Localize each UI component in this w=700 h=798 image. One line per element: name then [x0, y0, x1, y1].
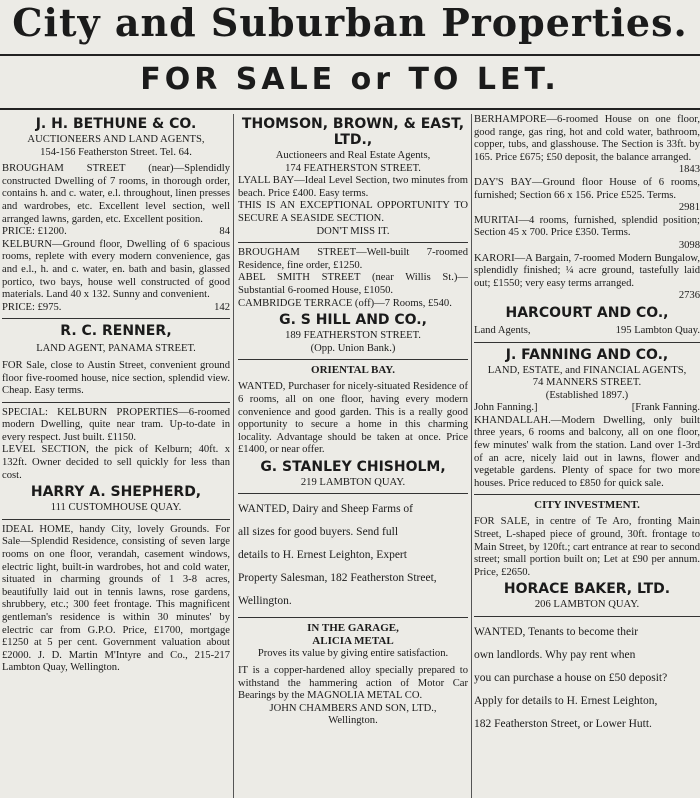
ad-line: Proves its value by giving entire satisfaction. [257, 648, 449, 660]
ad-line: details to H. Ernest Leighton, Expert [238, 549, 407, 562]
ad-heading: ALICIA METAL [312, 635, 394, 648]
agent-address: 195 Lambton Quay. [615, 324, 700, 336]
listing-number: 2981 [678, 202, 700, 214]
listing-text: IDEAL HOME, handy City, lovely Grounds. For Sale—Splendid Residence, consisting of seven large rooms on one floor, verandah, casement windows, electric light, built-in wardrobes, hot and cold water, situated in charming grounds of 1 3-8 acres, beautifully laid out in tennis lawns, rose gardens, shrubbery, etc.; 300 feet frontage. This magnificent gentleman's residence is within 30 minutes' by electric car from G.P.O. Price, £1700, mortgage £1250 at 5 per cent. Government valuation about £2000. J. D. Martin M'Intyre and Co., 215-217 Lambton Quay, Wellington. [2, 523, 230, 674]
listing-text: IT is a copper-hardened alloy specially prepared to withstand the hammering action of Motor Car Bearings by the MAGNOLIA METAL CO. [238, 665, 468, 702]
agent-name: R. C. RENNER, [60, 323, 172, 340]
agent-address: 154-156 Featherston Street. Tel. 64. [40, 146, 192, 158]
agent-name: JOHN CHAMBERS AND SON, LTD., [269, 702, 437, 714]
masthead-title: City and Suburban Properties. [12, 0, 688, 45]
ad-heading: ORIENTAL BAY. [311, 364, 395, 377]
agent-name: HARRY A. SHEPHERD, [30, 484, 202, 501]
agent-name: HORACE BAKER, LTD. [503, 581, 671, 598]
column-divider [233, 114, 234, 798]
listing-number: 3098 [678, 239, 700, 251]
column-right [474, 114, 700, 798]
agent-name: G. S HILL AND CO., [279, 312, 427, 329]
listing-number: 142 [214, 301, 230, 313]
listing-text: FOR SALE, in centre of Te Aro, fronting Main Street, L-shaped piece of ground, 30ft. frontage to Main Street, by 120ft.; cart entrance at rear to second street; small portion built on; Let at £90 per annum. Price, £2650. [474, 516, 700, 578]
listing-price: PRICE: £975. [2, 301, 62, 313]
listing-number: 2736 [678, 290, 700, 302]
ad-heading: IN THE GARAGE, [307, 622, 399, 635]
agent-line: Land Agents, [474, 324, 531, 336]
listing-text: DON'T MISS IT. [316, 225, 390, 237]
ad-separator [238, 242, 468, 243]
listing-text: ABEL SMITH STREET (near Willis St.)—Substantial 6-roomed House, £1050. [238, 272, 468, 296]
agent-line: (Opp. Union Bank.) [310, 342, 396, 354]
listing-price: PRICE: £1200. [2, 226, 67, 238]
ad-line: Apply for details to H. Ernest Leighton, [474, 695, 658, 707]
listing-text: KARORI—A Bargain, 7-roomed Modern Bungalow, splendidly finished; ¼ acre ground, tastefully laid out; £1550; very easy terms arranged. [474, 252, 700, 289]
agent-line: LAND AGENT, PANAMA STREET. [36, 343, 196, 355]
listing-text: BERHAMPORE—6-roomed House on one floor, good range, gas ring, hot and cold water, bathroom, copper, tubs, and glasshouse. The Section is 33ft. by 165. Price £675; £50 deposit, the balance arranged. [474, 114, 700, 163]
ad-separator [474, 494, 700, 495]
agent-address: 111 CUSTOMHOUSE QUAY. [50, 502, 182, 514]
ad-line: you can purchase a house on £50 deposit? [474, 672, 668, 684]
agent-partner: John Fanning.] [474, 402, 538, 414]
agent-line: AUCTIONEERS AND LAND AGENTS, [27, 134, 205, 145]
column-left [2, 114, 230, 798]
ad-separator [2, 519, 230, 520]
listing-text: SPECIAL: KELBURN PROPERTIES—6-roomed modern Dwelling, quite near tram. Up-to-date in every respect. Just built. £1150. [2, 406, 230, 443]
ad-line: Wellington. [238, 595, 292, 608]
agent-address: 189 FEATHERSTON STREET. [285, 330, 421, 342]
listing-text: BROUGHAM STREET (near)—Splendidly constructed Dwelling of 7 rooms, in thorough order, contains h. and c. water, e.l. throughout, linen presses and wardrobes, etc. Excellent level section, well arranged lawns, garden, etc. Excellent position. [2, 163, 230, 225]
agent-name: J. FANNING AND CO., [505, 346, 669, 363]
listing-number: 84 [219, 226, 230, 238]
leighton-ad [474, 621, 700, 736]
listing-text: KHANDALLAH.—Modern Dwelling, only built three years, 6 rooms and balcony, all on one floor, few minutes' walk from the station. Land over 1-3rd of an acre, nicely laid out in lawns, flower and vegetable gardens. Plenty of space for two more houses. Price reduced to £850 for quick sale. [474, 414, 700, 489]
ad-line: WANTED, Dairy and Sheep Farms of [238, 503, 414, 516]
ad-line: own landlords. Why pay rent when [474, 649, 636, 661]
leighton-ad [238, 498, 468, 613]
ad-separator [238, 493, 468, 494]
ad-separator [238, 617, 468, 618]
agent-address: 219 LAMBTON QUAY. [300, 476, 406, 488]
listing-text: THIS IS AN EXCEPTIONAL OPPORTUNITY TO SECURE A SEASIDE SECTION. [238, 200, 468, 224]
ad-heading: CITY INVESTMENT. [534, 499, 640, 512]
listing-text: DAY'S BAY—Ground floor House of 6 rooms, furnished; Section 66 x 156. Price £525. Terms. [474, 176, 700, 201]
ad-line: all sizes for good buyers. Send full [238, 526, 399, 539]
agent-line: (Established 1897.) [545, 389, 629, 401]
listing-text: WANTED, Purchaser for nicely-situated Residence of 6 rooms, all on one floor, having every modern convenience and good garden. This is a really good opportunity to secure a home in this charming locality. Advantage should be taken at once. Price £1400, or near offer. [238, 381, 468, 456]
ad-line: 182 Featherston Street, or Lower Hutt. [474, 718, 652, 730]
column-middle [238, 114, 468, 798]
listing-text: MURITAI—4 rooms, furnished, splendid position; Section 45 x 700. Price £350. Terms. [474, 214, 700, 239]
agent-address: 174 FEATHERSTON STREET. [285, 162, 421, 174]
agent-address: 74 MANNERS STREET. [532, 377, 642, 389]
column-divider [471, 114, 472, 798]
agent-name: HARCOURT AND CO., [505, 304, 669, 321]
masthead-rule [0, 54, 700, 56]
agent-partner: [Frank Fanning. [631, 402, 700, 414]
masthead-rule [0, 108, 700, 110]
agent-name: J. H. BETHUNE & CO. [35, 116, 197, 132]
ad-separator [2, 318, 230, 319]
masthead-subtitle: FOR SALE or TO LET. [140, 62, 560, 97]
listing-number: 1843 [678, 164, 700, 176]
listing-text: CAMBRIDGE TERRACE (off)—7 Rooms, £540. [238, 297, 452, 309]
ad-separator [238, 359, 468, 360]
listing-text: LYALL BAY—Ideal Level Section, two minutes from beach. Price £400. Easy terms. [238, 175, 468, 199]
listing-text: FOR Sale, close to Austin Street, convenient ground floor five-roomed house, nice section, splendid view. Cheap. Easy terms. [2, 359, 230, 397]
agent-name: G. STANLEY CHISHOLM, [260, 458, 446, 475]
ad-separator [474, 342, 700, 343]
ad-line: Property Salesman, 182 Featherston Street, [238, 572, 437, 585]
agent-name: THOMSON, BROWN, & EAST, LTD., [241, 116, 465, 148]
agent-line: LAND, ESTATE, and FINANCIAL AGENTS, [487, 364, 687, 376]
ad-separator [474, 616, 700, 617]
ad-line: WANTED, Tenants to become their [474, 626, 639, 638]
listing-text: LEVEL SECTION, the pick of Kelburn; 40ft. x 132ft. Owner decided to sell quickly for less than cost. [2, 444, 230, 481]
ad-separator [2, 402, 230, 403]
agent-address: Wellington. [328, 715, 378, 727]
listing-text: BROUGHAM STREET—Well-built 7-roomed Residence, fine order, £1250. [238, 247, 468, 271]
agent-line: Auctioneers and Real Estate Agents, [275, 150, 431, 161]
listing-text: KELBURN—Ground floor, Dwelling of 6 spacious rooms, replete with every modern convenience, gas and e.l., h. and c. water, en. bath and basin, glassed portico, two bays, house well constructed of good materials. Land 40 x 132. Sunny and convenient. [2, 238, 230, 301]
agent-address: 206 LAMBTON QUAY. [534, 599, 640, 611]
